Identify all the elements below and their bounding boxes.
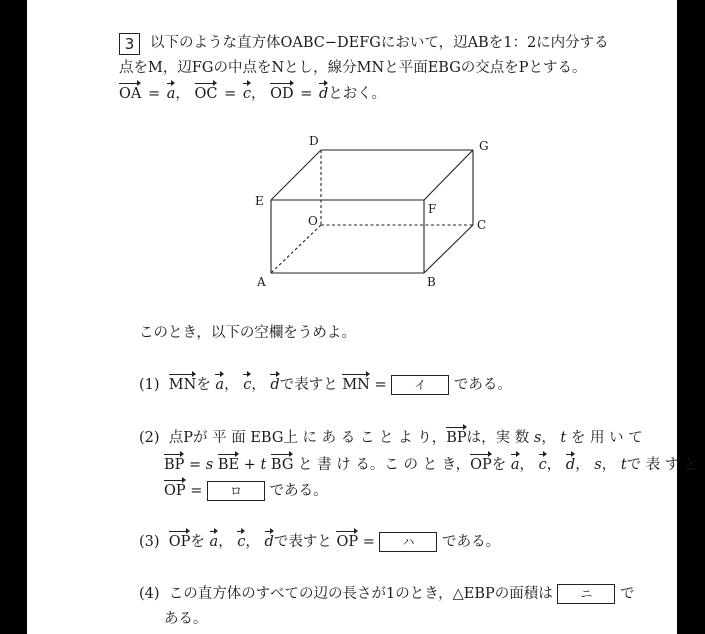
q2-text-a: 点Pが 平 面 EBG上 に あ る こ と よ り， <box>168 430 447 446</box>
q2-tail: である。 <box>269 483 328 499</box>
answer-blank-ni[interactable]: ニ <box>557 584 615 604</box>
question-4-line-2: ある。 <box>164 611 208 627</box>
q1-tail: である。 <box>453 377 512 393</box>
label-E: E <box>255 194 264 208</box>
q2-vector-OP: OP <box>470 457 492 473</box>
question-2-line-3 <box>164 481 328 501</box>
q3-tail: である。 <box>442 534 501 550</box>
q4-text: この直方体のすべての辺の長さが1のとき，△EBPの面積は <box>168 586 553 602</box>
q1-vector-a: a <box>215 377 225 393</box>
problem-line-1: 以下のような直方体OABC−DEFGにおいて，辺ABを1：2に内分する <box>150 35 609 51</box>
q2-var-t-2: t <box>260 457 267 473</box>
q1-equals: = <box>374 377 387 393</box>
question-2-line-2: BP = s BE + t BG と 書 け る。こ の と き，OPを a， c， d， s， tで 表 す と <box>164 457 699 473</box>
q2-vector-OP-2: OP <box>164 483 186 499</box>
edge-OA-hidden <box>271 225 321 273</box>
q1-vector-d: d <box>270 377 280 393</box>
problem-line-2: 点をM，辺FGの中点をNとし，線分MNと平面EBGの交点をPとする。 <box>119 60 587 76</box>
q1-vector-MN-2: MN <box>342 377 370 393</box>
q2-text-d: と 書 け る。こ の と き， <box>298 457 471 473</box>
q2-vector-c: c <box>538 457 547 473</box>
q1-text-wo: を <box>196 377 211 393</box>
q1-number: (1) <box>139 377 160 393</box>
q2-equals: = <box>189 457 202 473</box>
label-F: F <box>428 202 437 216</box>
q2-vector-BG: BG <box>270 457 294 473</box>
q1-text-mid: で表すと <box>279 377 338 393</box>
problem-number-box: 3 <box>119 33 140 55</box>
vector-a: a <box>166 86 176 102</box>
answer-blank-ro[interactable]: ロ <box>207 481 265 501</box>
q3-text-mid: で表すと <box>273 534 332 550</box>
q2-vector-BP-2: BP <box>164 457 185 473</box>
q3-vector-OP-2: OP <box>336 534 359 550</box>
q2-plus: + <box>243 457 256 473</box>
q2-vector-BP: BP <box>446 430 467 446</box>
q2-equals-2: = <box>190 483 203 499</box>
q1-vector-c: c <box>243 377 252 393</box>
label-A: A <box>257 275 266 289</box>
q2-var-s-3: s <box>594 457 602 473</box>
q3-vector-d: d <box>264 534 274 550</box>
answer-blank-ha[interactable]: ハ <box>379 532 437 552</box>
q3-vector-a: a <box>209 534 219 550</box>
vector-OC: OC <box>194 86 218 102</box>
definitions-tail: とおく。 <box>328 86 386 102</box>
q2-var-s-2: s <box>205 457 214 473</box>
q2-text-b: は，実 数 <box>466 430 530 446</box>
vector-definitions: OA = a， OC = c， OD = dとおく。 <box>119 86 386 102</box>
q4-number: (4) <box>139 586 160 602</box>
label-O: O <box>308 214 318 228</box>
q2-var-t-3: t <box>620 457 627 473</box>
q1-vector-MN: MN <box>168 377 197 393</box>
q2-number: (2) <box>139 430 160 446</box>
vector-OA: OA <box>119 86 142 102</box>
edge-CB <box>424 225 473 273</box>
cuboid-figure <box>227 125 527 300</box>
question-2-line-1: (2) 点Pが 平 面 EBG上 に あ る こ と よ り，BPは，実 数 s， t を 用 い て <box>139 430 643 446</box>
q2-var-s: s <box>533 430 542 446</box>
vector-OD: OD <box>270 86 294 102</box>
q2-vector-BE: BE <box>217 457 240 473</box>
label-G: G <box>479 139 489 153</box>
q3-equals: = <box>362 534 375 550</box>
q2-text-e: で 表 す と <box>626 457 699 473</box>
label-C: C <box>477 218 487 232</box>
question-1: (1) MNを a， c， dで表すと MN = イ である。 <box>139 377 512 393</box>
worksheet-page <box>27 0 699 634</box>
q2-text-c: を 用 い て <box>570 430 643 446</box>
vector-d: d <box>318 86 329 102</box>
q2-vector-a: a <box>510 457 520 473</box>
q2-var-t: t <box>560 430 567 446</box>
answer-blank-i[interactable]: イ <box>391 375 449 395</box>
instruction-text: このとき，以下の空欄をうめよ。 <box>139 325 356 341</box>
q4-tail-1: で <box>620 586 635 602</box>
q3-number: (3) <box>139 534 160 550</box>
q2-vector-d: d <box>565 457 576 473</box>
q3-text-wo: を <box>190 534 205 550</box>
edge-GF <box>424 150 473 200</box>
q3-vector-OP: OP <box>168 534 191 550</box>
q2-text-wo: を <box>491 457 507 473</box>
q3-vector-c: c <box>237 534 246 550</box>
vector-c: c <box>242 86 251 102</box>
edge-ED <box>271 150 321 200</box>
label-D: D <box>309 134 319 148</box>
label-B: B <box>427 275 436 289</box>
question-3: (3) OPを a， c， dで表すと OP = ハ である。 <box>139 534 501 550</box>
question-4-line-1 <box>139 584 635 604</box>
